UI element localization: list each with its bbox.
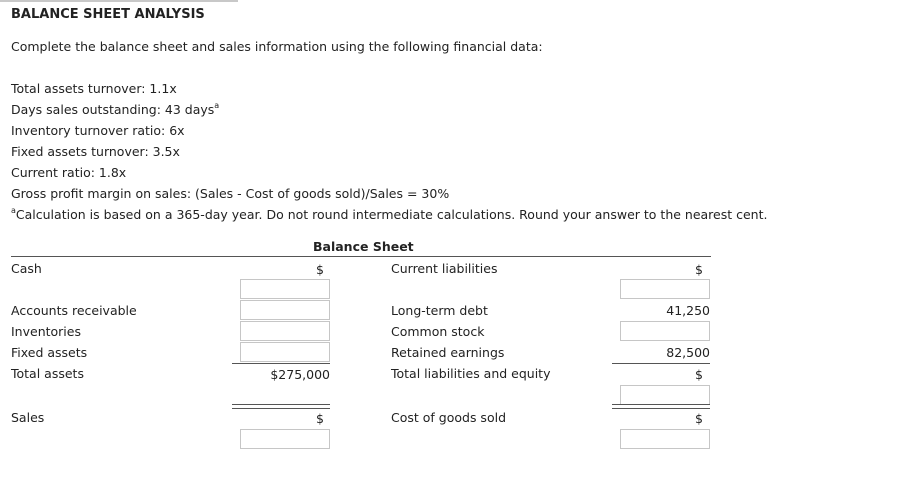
accounts-receivable-input[interactable] xyxy=(240,300,330,320)
common-stock-input[interactable] xyxy=(620,321,710,341)
current-liabilities-dollar-sign: $ xyxy=(695,262,703,277)
footnote: $^a$Calculation is based on a 365-day year. Do not round intermediate calculations. Round your answer to the nearest cent. xyxy=(11,206,768,222)
cash-dollar-sign: $ xyxy=(316,262,324,277)
long-term-debt-value: 41,250 xyxy=(666,303,710,318)
label-total-liabilities-equity: Total liabilities and equity xyxy=(391,366,551,381)
footnote-mark: a xyxy=(11,206,16,215)
data-item-gross-profit-margin: Gross profit margin on sales: (Sales - Cost of goods sold)/Sales = 30% xyxy=(11,186,450,201)
top-divider xyxy=(0,0,238,2)
total-liabilities-dollar-sign: $ xyxy=(695,367,703,382)
label-fixed-assets: Fixed assets xyxy=(11,345,88,360)
total-liabilities-double-rule xyxy=(612,404,710,409)
cogs-dollar-sign: $ xyxy=(695,411,703,426)
current-liabilities-input[interactable] xyxy=(620,279,710,299)
label-accounts-receivable: Accounts receivable xyxy=(11,303,137,318)
footnote-marker: a xyxy=(214,101,220,110)
data-item-fixed-assets-turnover: Fixed assets turnover: 3.5x xyxy=(11,144,180,159)
label-current-liabilities: Current liabilities xyxy=(391,261,498,276)
fixed-assets-input[interactable] xyxy=(240,342,330,362)
total-assets-rule xyxy=(232,363,330,364)
sales-dollar-sign: $ xyxy=(316,411,324,426)
instruction-text: Complete the balance sheet and sales information using the following financial data: xyxy=(11,39,543,54)
data-item-total-assets-turnover: Total assets turnover: 1.1x xyxy=(11,81,177,96)
total-assets-value: $275,000 xyxy=(270,367,330,382)
retained-earnings-value: 82,500 xyxy=(666,345,710,360)
cost-of-goods-sold-input[interactable] xyxy=(620,429,710,449)
total-liabilities-rule xyxy=(612,363,710,364)
label-long-term-debt: Long-term debt xyxy=(391,303,488,318)
label-cash: Cash xyxy=(11,261,42,276)
label-common-stock: Common stock xyxy=(391,324,485,339)
total-liabilities-equity-input[interactable] xyxy=(620,385,710,405)
data-item-days-sales-outstanding: Days sales outstanding: 43 days$^a$ xyxy=(11,101,220,117)
data-item-current-ratio: Current ratio: 1.8x xyxy=(11,165,127,180)
page-title: BALANCE SHEET ANALYSIS xyxy=(11,7,205,22)
total-assets-double-rule xyxy=(232,404,330,409)
balance-sheet-heading: Balance Sheet xyxy=(313,239,414,254)
data-item-inventory-turnover: Inventory turnover ratio: 6x xyxy=(11,123,185,138)
label-total-assets: Total assets xyxy=(11,366,84,381)
cash-input[interactable] xyxy=(240,279,330,299)
label-cost-of-goods-sold: Cost of goods sold xyxy=(391,410,507,425)
heading-rule xyxy=(11,256,711,257)
label-retained-earnings: Retained earnings xyxy=(391,345,505,360)
label-sales: Sales xyxy=(11,410,45,425)
inventories-input[interactable] xyxy=(240,321,330,341)
sales-input[interactable] xyxy=(240,429,330,449)
label-inventories: Inventories xyxy=(11,324,81,339)
